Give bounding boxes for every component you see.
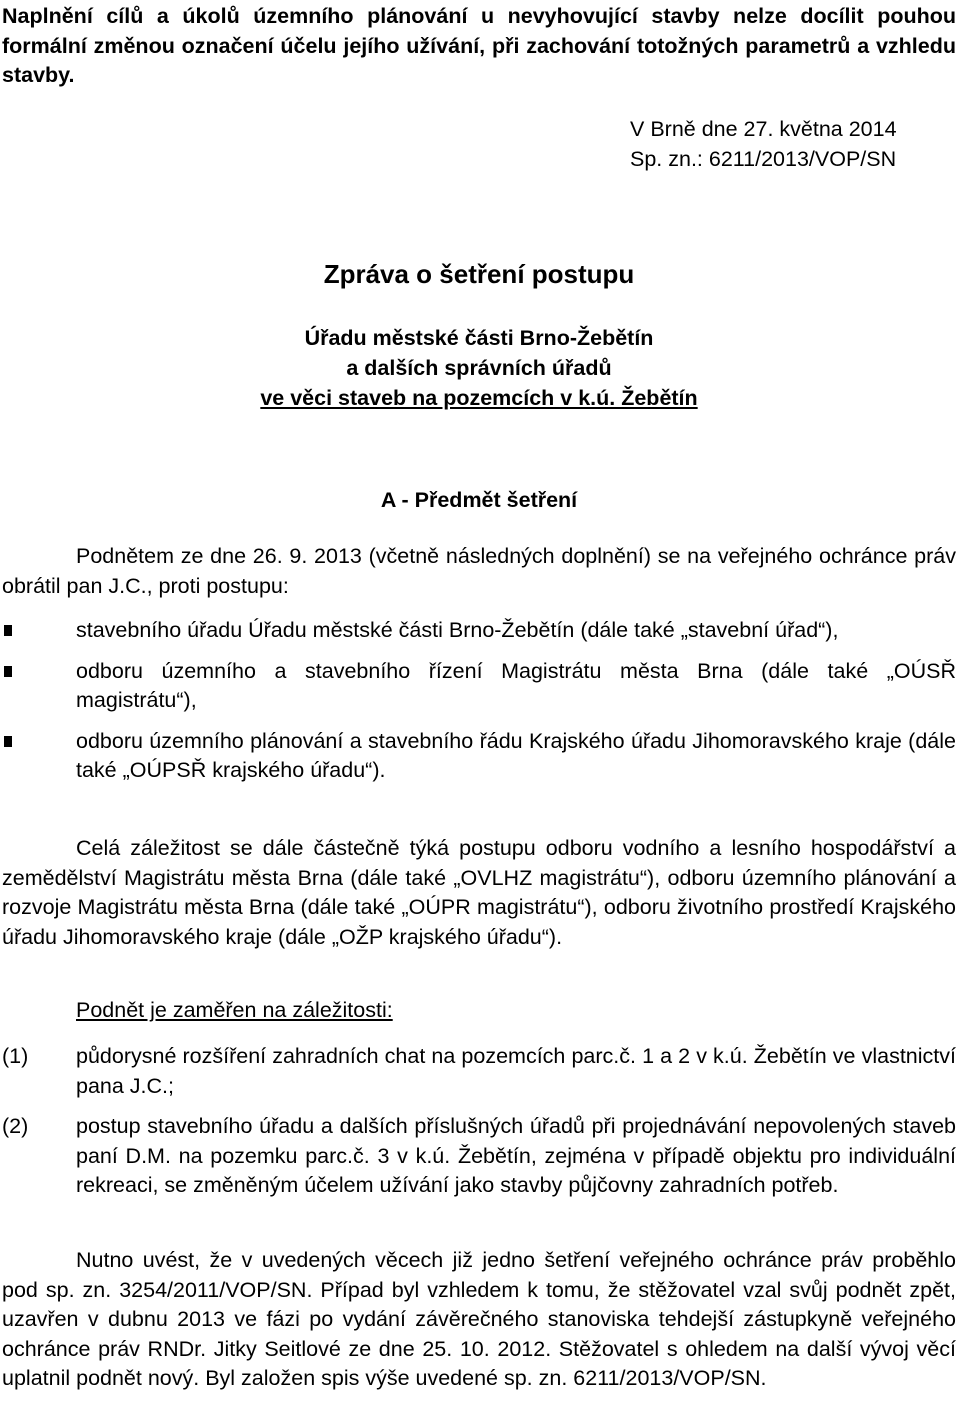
list-item [2,657,956,716]
item-text: půdorysné rozšíření zahradních chat na pozemcích parc.č. 1 a 2 v k.ú. Žebětín ve vlastnictví pana J.C.; [76,1044,956,1098]
topics-heading: Podnět je zaměřen na záležitosti: [76,998,393,1022]
bullet-square-icon [4,736,12,747]
intro-summary: Naplnění cílů a úkolů územního plánování u nevyhovující stavby nelze docílit pouhou formální změnou označení účelu jejího užívání, při zachování totožných parametrů a vzhledu stavby. [2,4,956,87]
list-item-text: odboru územního plánování a stavebního řádu Krajského úřadu Jihomoravského kraje (dále také „OÚPSŘ krajského úřadu“). [76,728,956,782]
report-title: Zpráva o šetření postupu [323,259,635,289]
list-item [2,727,956,786]
report-subtitle [2,323,956,413]
bullet-square-icon [4,625,12,636]
list-item-text: odboru územního a stavebního řízení Magistrátu města Brna (dále také „OÚSŘ magistrátu“), [76,658,956,712]
place-date: V Brně dne 27. května 2014 [630,117,897,141]
subtitle-line-3: ve věci staveb na pozemcích v k.ú. Žebětín [260,386,698,410]
paragraph-2: Celá záležitost se dále částečně týká postupu odboru vodního a lesního hospodářství a zemědělství Magistrátu města Brna (dále také „OVLHZ magistrátu“), odboru územního plánování a rozvoje Magistrátu města Brna (dále také „OÚPR magistrátu“), odboru životního prostředí Krajského úřadu Jihomoravského kraje (dále „OŽP krajského úřadu“). [2,836,956,949]
reference-number: Sp. zn.: 6211/2013/VOP/SN [630,147,897,171]
numbered-item [2,1112,956,1201]
document-meta [630,114,950,174]
list-item-text: stavebního úřadu Úřadu městské části Brno-Žebětín (dále také „stavební úřad“), [76,618,839,642]
numbered-item [2,1042,956,1101]
subtitle-line-1: Úřadu městské části Brno-Žebětín [304,326,654,350]
bullet-square-icon [4,666,12,677]
item-number: (2) [2,1114,29,1138]
subtitle-line-2: a dalších správních úřadů [346,356,612,380]
lead-paragraph: Podnětem ze dne 26. 9. 2013 (včetně následných doplnění) se na veřejného ochránce práv obrátil pan J.C., proti postupu: [2,544,956,598]
section-heading: A - Předmět šetření [380,488,578,512]
numbered-list [2,1042,956,1212]
item-number: (1) [2,1044,29,1068]
item-text: postup stavebního úřadu a dalších příslušných úřadů při projednávání nepovolených staveb paní D.M. na pozemku parc.č. 3 v k.ú. Žebětín, zejména v případě objektu pro individuální rekreaci, se změněným účelem užívání jako stavby půjčovny zahradních potřeb. [76,1114,956,1197]
list-item [2,616,956,646]
paragraph-3: Nutno uvést, že v uvedených věcech již jedno šetření veřejného ochránce práv proběhlo pod sp. zn. 3254/2011/VOP/SN. Případ byl vzhledem k tomu, že stěžovatel vzal svůj podnět zpět, uzavřen v dubnu 2013 ve fázi po vydání závěrečného stanoviska tehdejší zástupkyně veřejného ochránce práv RNDr. Jitky Seitlové ze dne 25. 10. 2012. Stěžovatel s ohledem na další vývoj věcí uplatnil podnět nový. Byl založen spis výše uvedené sp. zn. 6211/2013/VOP/SN. [2,1248,956,1390]
bullet-list [2,616,956,797]
